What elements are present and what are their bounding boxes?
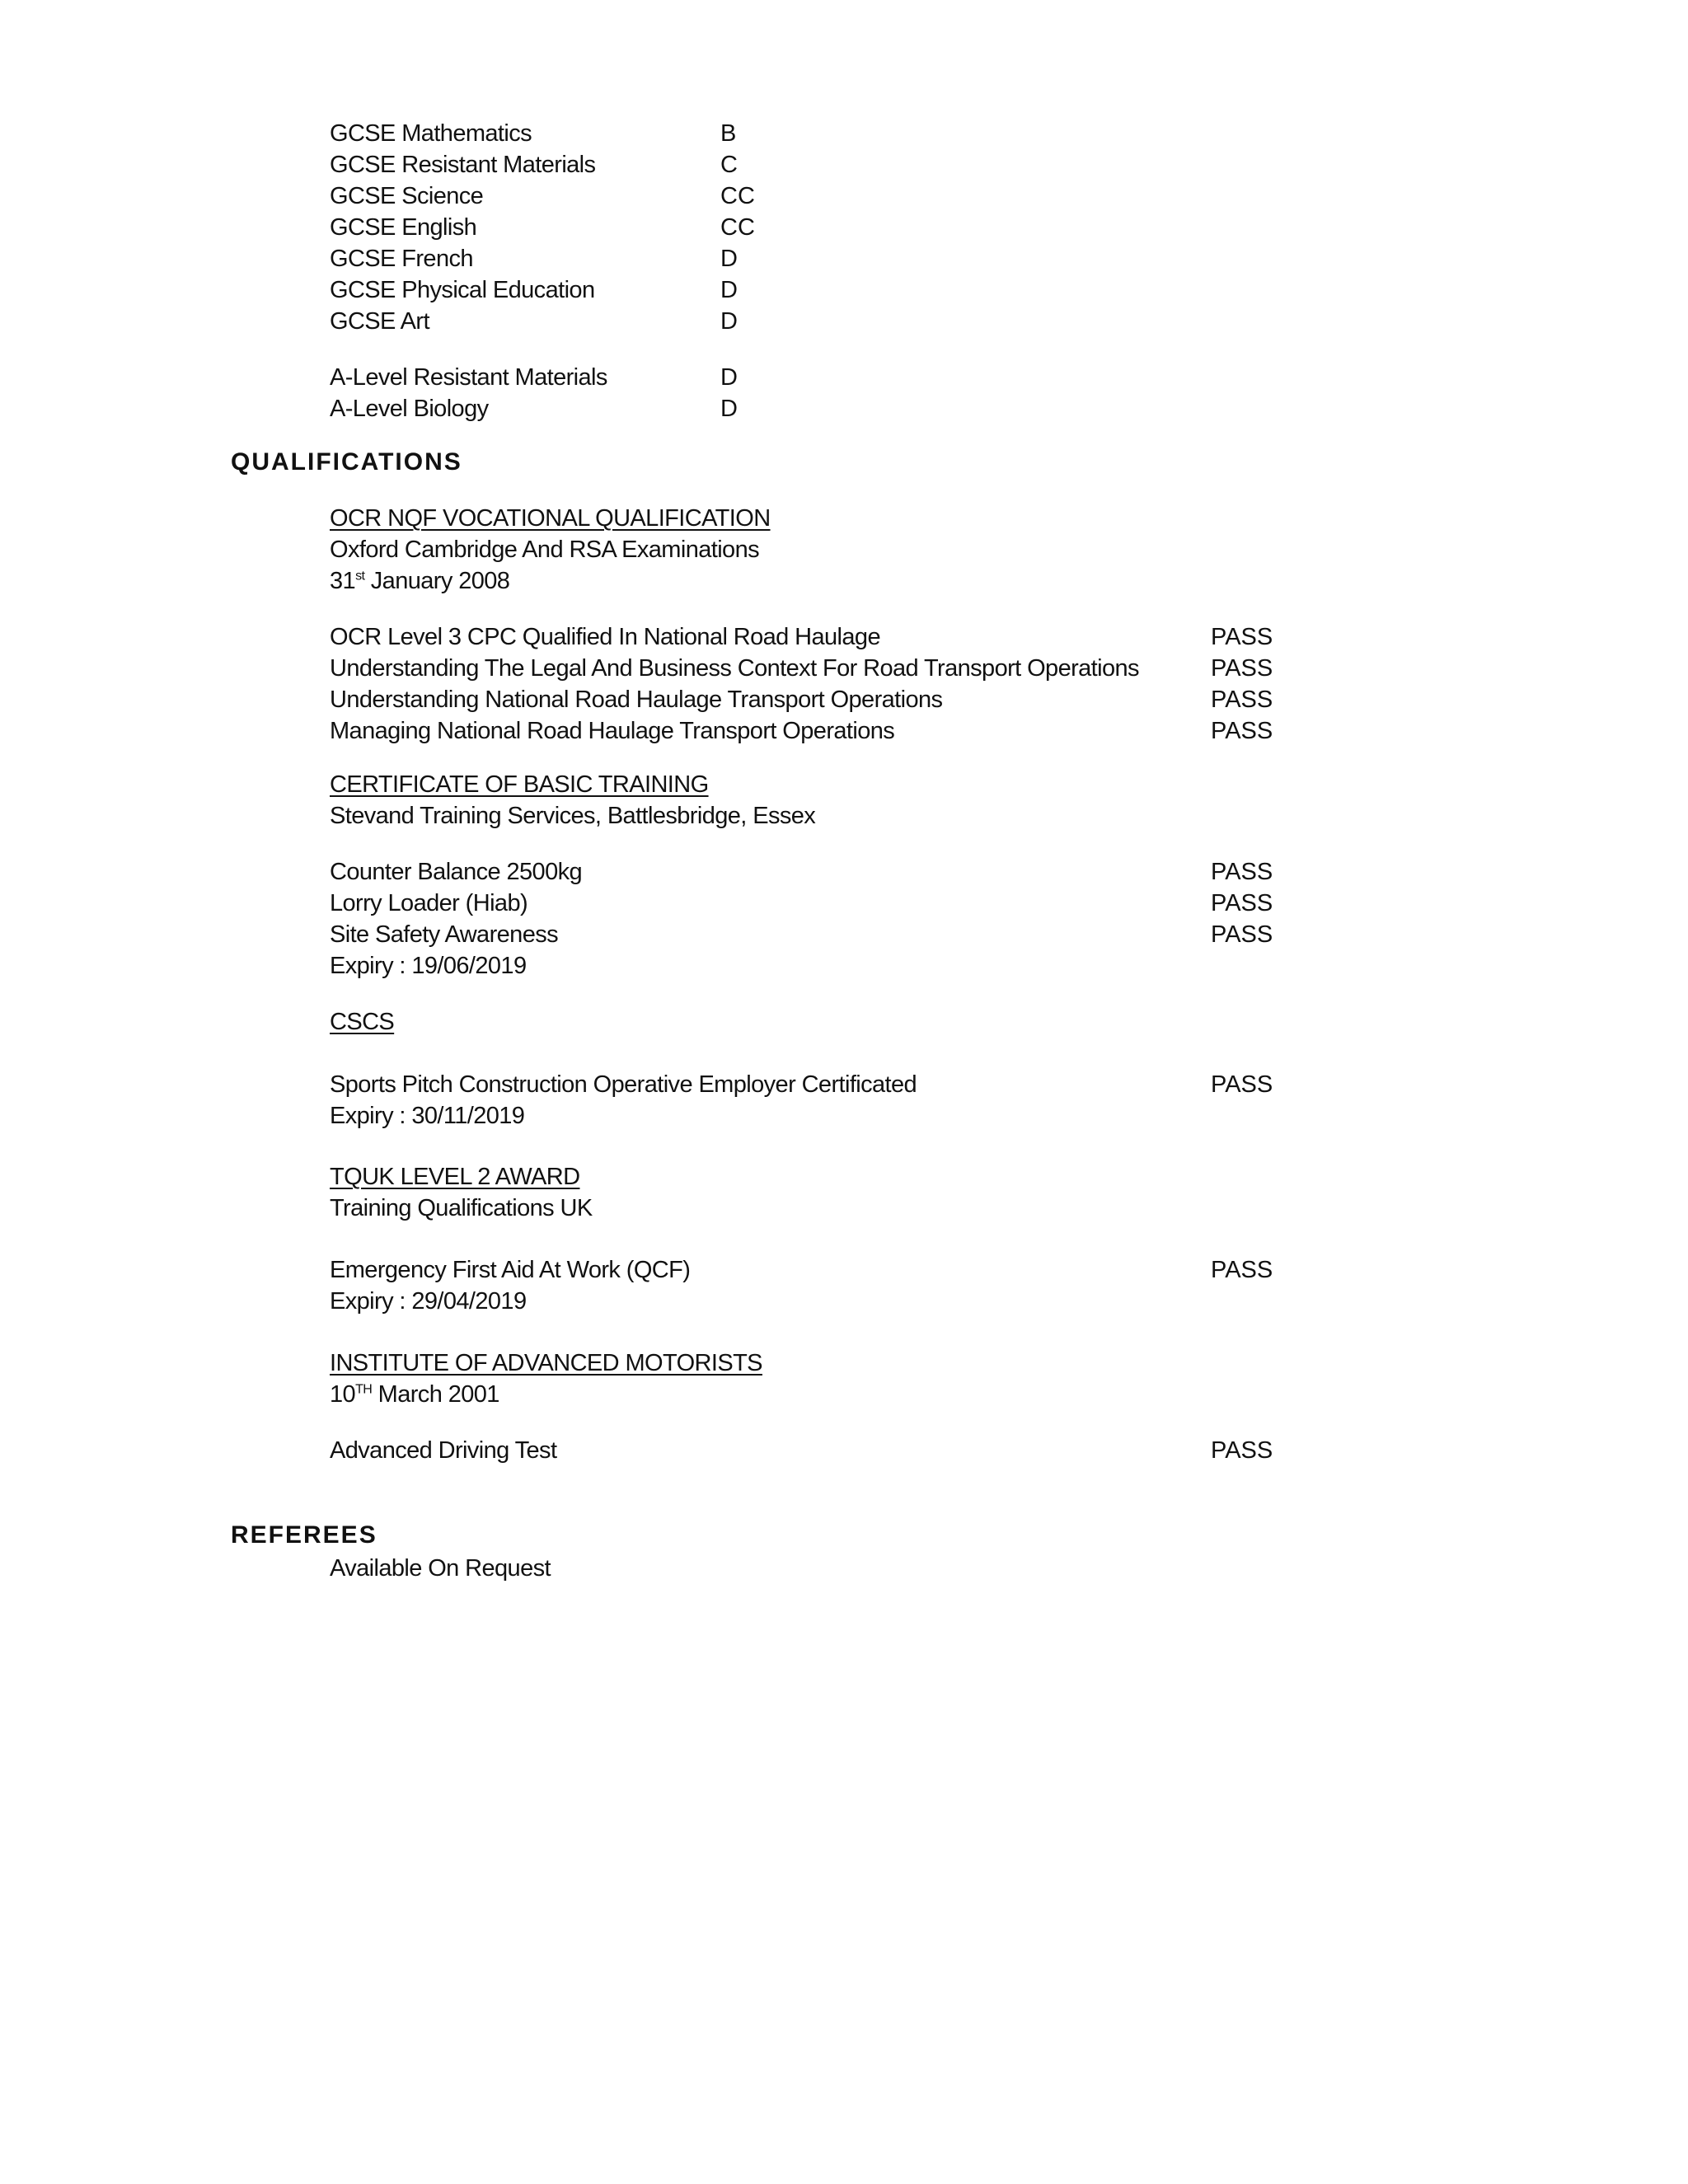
qualification-item: Site Safety Awareness [330,921,559,948]
qualification-result: PASS [1211,890,1273,916]
gcse-grade: D [720,246,738,272]
alevel-grade: D [720,364,738,391]
qualification-result: PASS [1211,655,1273,682]
iam-date-day: 10 [330,1381,356,1408]
ocr-provider: Oxford Cambridge And RSA Examinations [330,537,760,563]
referees-heading: REFEREES [231,1521,377,1549]
iam-date-rest: March 2001 [372,1381,499,1408]
gcse-subject: GCSE French [330,246,473,272]
expiry-date: Expiry : 30/11/2019 [330,1103,525,1129]
qualification-result: PASS [1211,1437,1273,1464]
qualification-item: Emergency First Aid At Work (QCF) [330,1257,691,1283]
ocr-date-rest: January 2008 [364,568,510,594]
referees-text: Available On Request [330,1555,551,1582]
iam-date [330,1379,499,1410]
gcse-grade: C [720,152,738,178]
qualification-result: PASS [1211,624,1273,650]
gcse-subject: GCSE Art [330,308,429,335]
expiry-date: Expiry : 29/04/2019 [330,1288,527,1315]
gcse-subject: GCSE Mathematics [330,120,532,147]
gcse-grade: D [720,277,738,303]
qualification-result: PASS [1211,687,1273,713]
iam-date-suffix: TH [355,1382,373,1397]
qualification-result: PASS [1211,718,1273,744]
qualification-result: PASS [1211,1257,1273,1283]
qualification-result: PASS [1211,1071,1273,1098]
alevel-subject: A-Level Biology [330,396,489,422]
iam-title: INSTITUTE OF ADVANCED MOTORISTS [330,1350,762,1376]
gcse-grade: B [720,120,737,147]
gcse-grade: D [720,308,738,335]
tquk-provider: Training Qualifications UK [330,1195,593,1221]
gcse-subject: GCSE Resistant Materials [330,152,596,178]
basic-training-title: CERTIFICATE OF BASIC TRAINING [330,771,709,798]
qualification-result: PASS [1211,859,1273,885]
gcse-grade: CC [720,183,755,209]
ocr-date-day: 31 [330,568,356,594]
ocr-date-suffix: st [355,569,365,583]
qualification-item: Understanding National Road Haulage Transport Operations [330,687,943,713]
expiry-date: Expiry : 19/06/2019 [330,953,527,979]
gcse-grade: CC [720,214,755,241]
basic-training-provider: Stevand Training Services, Battlesbridge, Essex [330,803,816,829]
qualification-item: Advanced Driving Test [330,1437,557,1464]
ocr-title: OCR NQF VOCATIONAL QUALIFICATION [330,505,771,532]
alevel-subject: A-Level Resistant Materials [330,364,607,391]
qualifications-heading: QUALIFICATIONS [231,448,462,476]
gcse-subject: GCSE English [330,214,477,241]
tquk-title: TQUK LEVEL 2 AWARD [330,1164,580,1190]
alevel-grade: D [720,396,738,422]
qualification-item: Lorry Loader (Hiab) [330,890,528,916]
qualification-item: Sports Pitch Construction Operative Employer Certificated [330,1071,917,1098]
qualification-item: OCR Level 3 CPC Qualified In National Road Haulage [330,624,880,650]
ocr-date [330,565,509,597]
gcse-subject: GCSE Science [330,183,484,209]
gcse-subject: GCSE Physical Education [330,277,595,303]
qualification-item: Counter Balance 2500kg [330,859,583,885]
cscs-title: CSCS [330,1009,395,1035]
qualification-result: PASS [1211,921,1273,948]
qualification-item: Understanding The Legal And Business Context For Road Transport Operations [330,655,1139,682]
qualification-item: Managing National Road Haulage Transport Operations [330,718,895,744]
